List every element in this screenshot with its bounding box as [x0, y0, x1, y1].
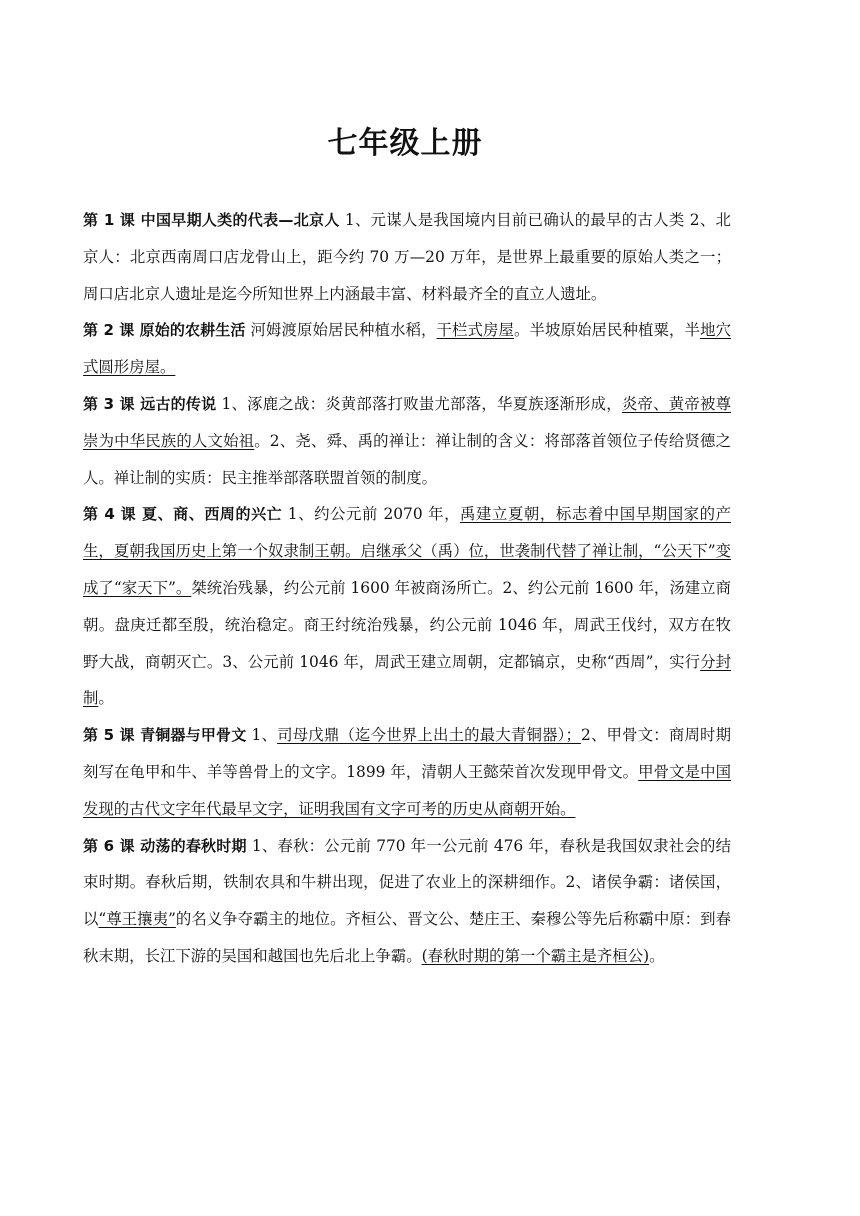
underlined-key-point: 干栏式房屋 [436, 321, 515, 340]
lesson-1 [83, 202, 731, 312]
lesson-text: 的名义争夺霸主的地位。齐桓公、晋文公、楚庄王、秦穆公等先后称霸中原：到春秋末期，长江下游的吴国和越国也先后北上争霸。 [83, 910, 731, 965]
lesson-text: 。2、尧、舜、禹的禅让：禅让制的含义：将部落首领位子传给贤德之人。禅让制的实质：民主推举部落联盟首领的制度。 [83, 431, 731, 487]
lesson-text: 1、 [246, 726, 278, 745]
lesson-text: 1、约公元前 2070 年， [282, 505, 461, 524]
lesson-text: 1、元谋人是我国境内目前已确认的最早的古人类 2、北京人：北京西南周口店龙骨山上，距今约 70 万—20 万年，是世界上最重要的原始人类之一；周口店北京人遗址是迄今所知世界上内涵最丰富、材料最齐全的直立人遗址。 [83, 211, 731, 303]
page-title: 七年级上册 [327, 126, 483, 161]
underlined-key-point: 炎帝、黄帝被尊崇为中华民族的人文始祖 [83, 394, 731, 450]
lesson-5 [83, 717, 731, 827]
lesson-text: 桀统治残暴，约公元前 1600 年被商汤所亡。2、约公元前 1600 年，汤建立商朝。盘庚迁都至殷，统治稳定。商王纣统治残暴，约公元前 1046 年，周武王伐纣，双方在牧野大战，商朝灭亡。3、公元前 1046 年，周武王建立周朝，定都镐京，史称“西周”，实行 [83, 578, 731, 671]
lesson-text: 。半坡原始居民种植粟，半 [514, 321, 701, 340]
underlined-key-point: 地穴式圆形房屋。 [83, 321, 731, 377]
lesson-heading: 第 3 课 远古的传说 [83, 394, 217, 413]
lesson-heading: 第 5 课 青铜器与甲骨文 [83, 726, 247, 745]
lesson-heading: 第 6 课 动荡的春秋时期 [83, 836, 247, 855]
lesson-4 [83, 496, 731, 717]
lesson-3 [83, 386, 731, 496]
lesson-text: 2、甲骨文：商周时期刻写在龟甲和牛、羊等兽骨上的文字。1899 年，清朝人王懿荣首次发现甲骨文。 [83, 726, 732, 781]
underlined-key-point: 司母戊鼎（迄今世界上出土的最大青铜器）； [277, 726, 581, 745]
lesson-6 [83, 828, 731, 975]
underlined-key-point: 禹建立夏朝，标志着中国早期国家的产生，夏朝我国历史上第一个奴隶制王朝。启继承父（禹）位，世袭制代替了禅让制，“公天下”变成了“家天下”。 [83, 505, 731, 597]
lesson-text: 河姆渡原始居民种植水稻， [245, 321, 437, 340]
lesson-list [83, 202, 731, 975]
lesson-2 [83, 312, 731, 386]
underlined-key-point: (春秋时期的第一个霸主是齐桓公) [421, 946, 650, 965]
lesson-text: 。 [649, 946, 665, 965]
underlined-key-point: 分封制 [83, 652, 731, 708]
lesson-heading: 第 4 课 夏、商、西周的兴亡 [83, 505, 283, 524]
underlined-key-point: “尊王攘夷” [98, 910, 176, 929]
lesson-text: 1、涿鹿之战：炎黄部落打败蚩尤部落，华夏族逐渐形成， [216, 394, 622, 413]
lesson-heading: 第 2 课 原始的农耕生活 [83, 321, 246, 340]
underlined-key-point: 甲骨文是中国发现的古代文字年代最早文字，证明我国有文字可考的历史从商朝开始。 [83, 762, 731, 818]
lesson-text: 。 [98, 689, 114, 708]
lesson-text: 1、春秋：公元前 770 年一公元前 476 年，春秋是我国奴隶社会的结束时期。春秋后期，铁制农具和牛耕出现，促进了农业上的深耕细作。2、诸侯争霸：诸侯国，以 [83, 836, 731, 929]
lesson-heading: 第 1 课 中国早期人类的代表—北京人 [83, 211, 340, 229]
